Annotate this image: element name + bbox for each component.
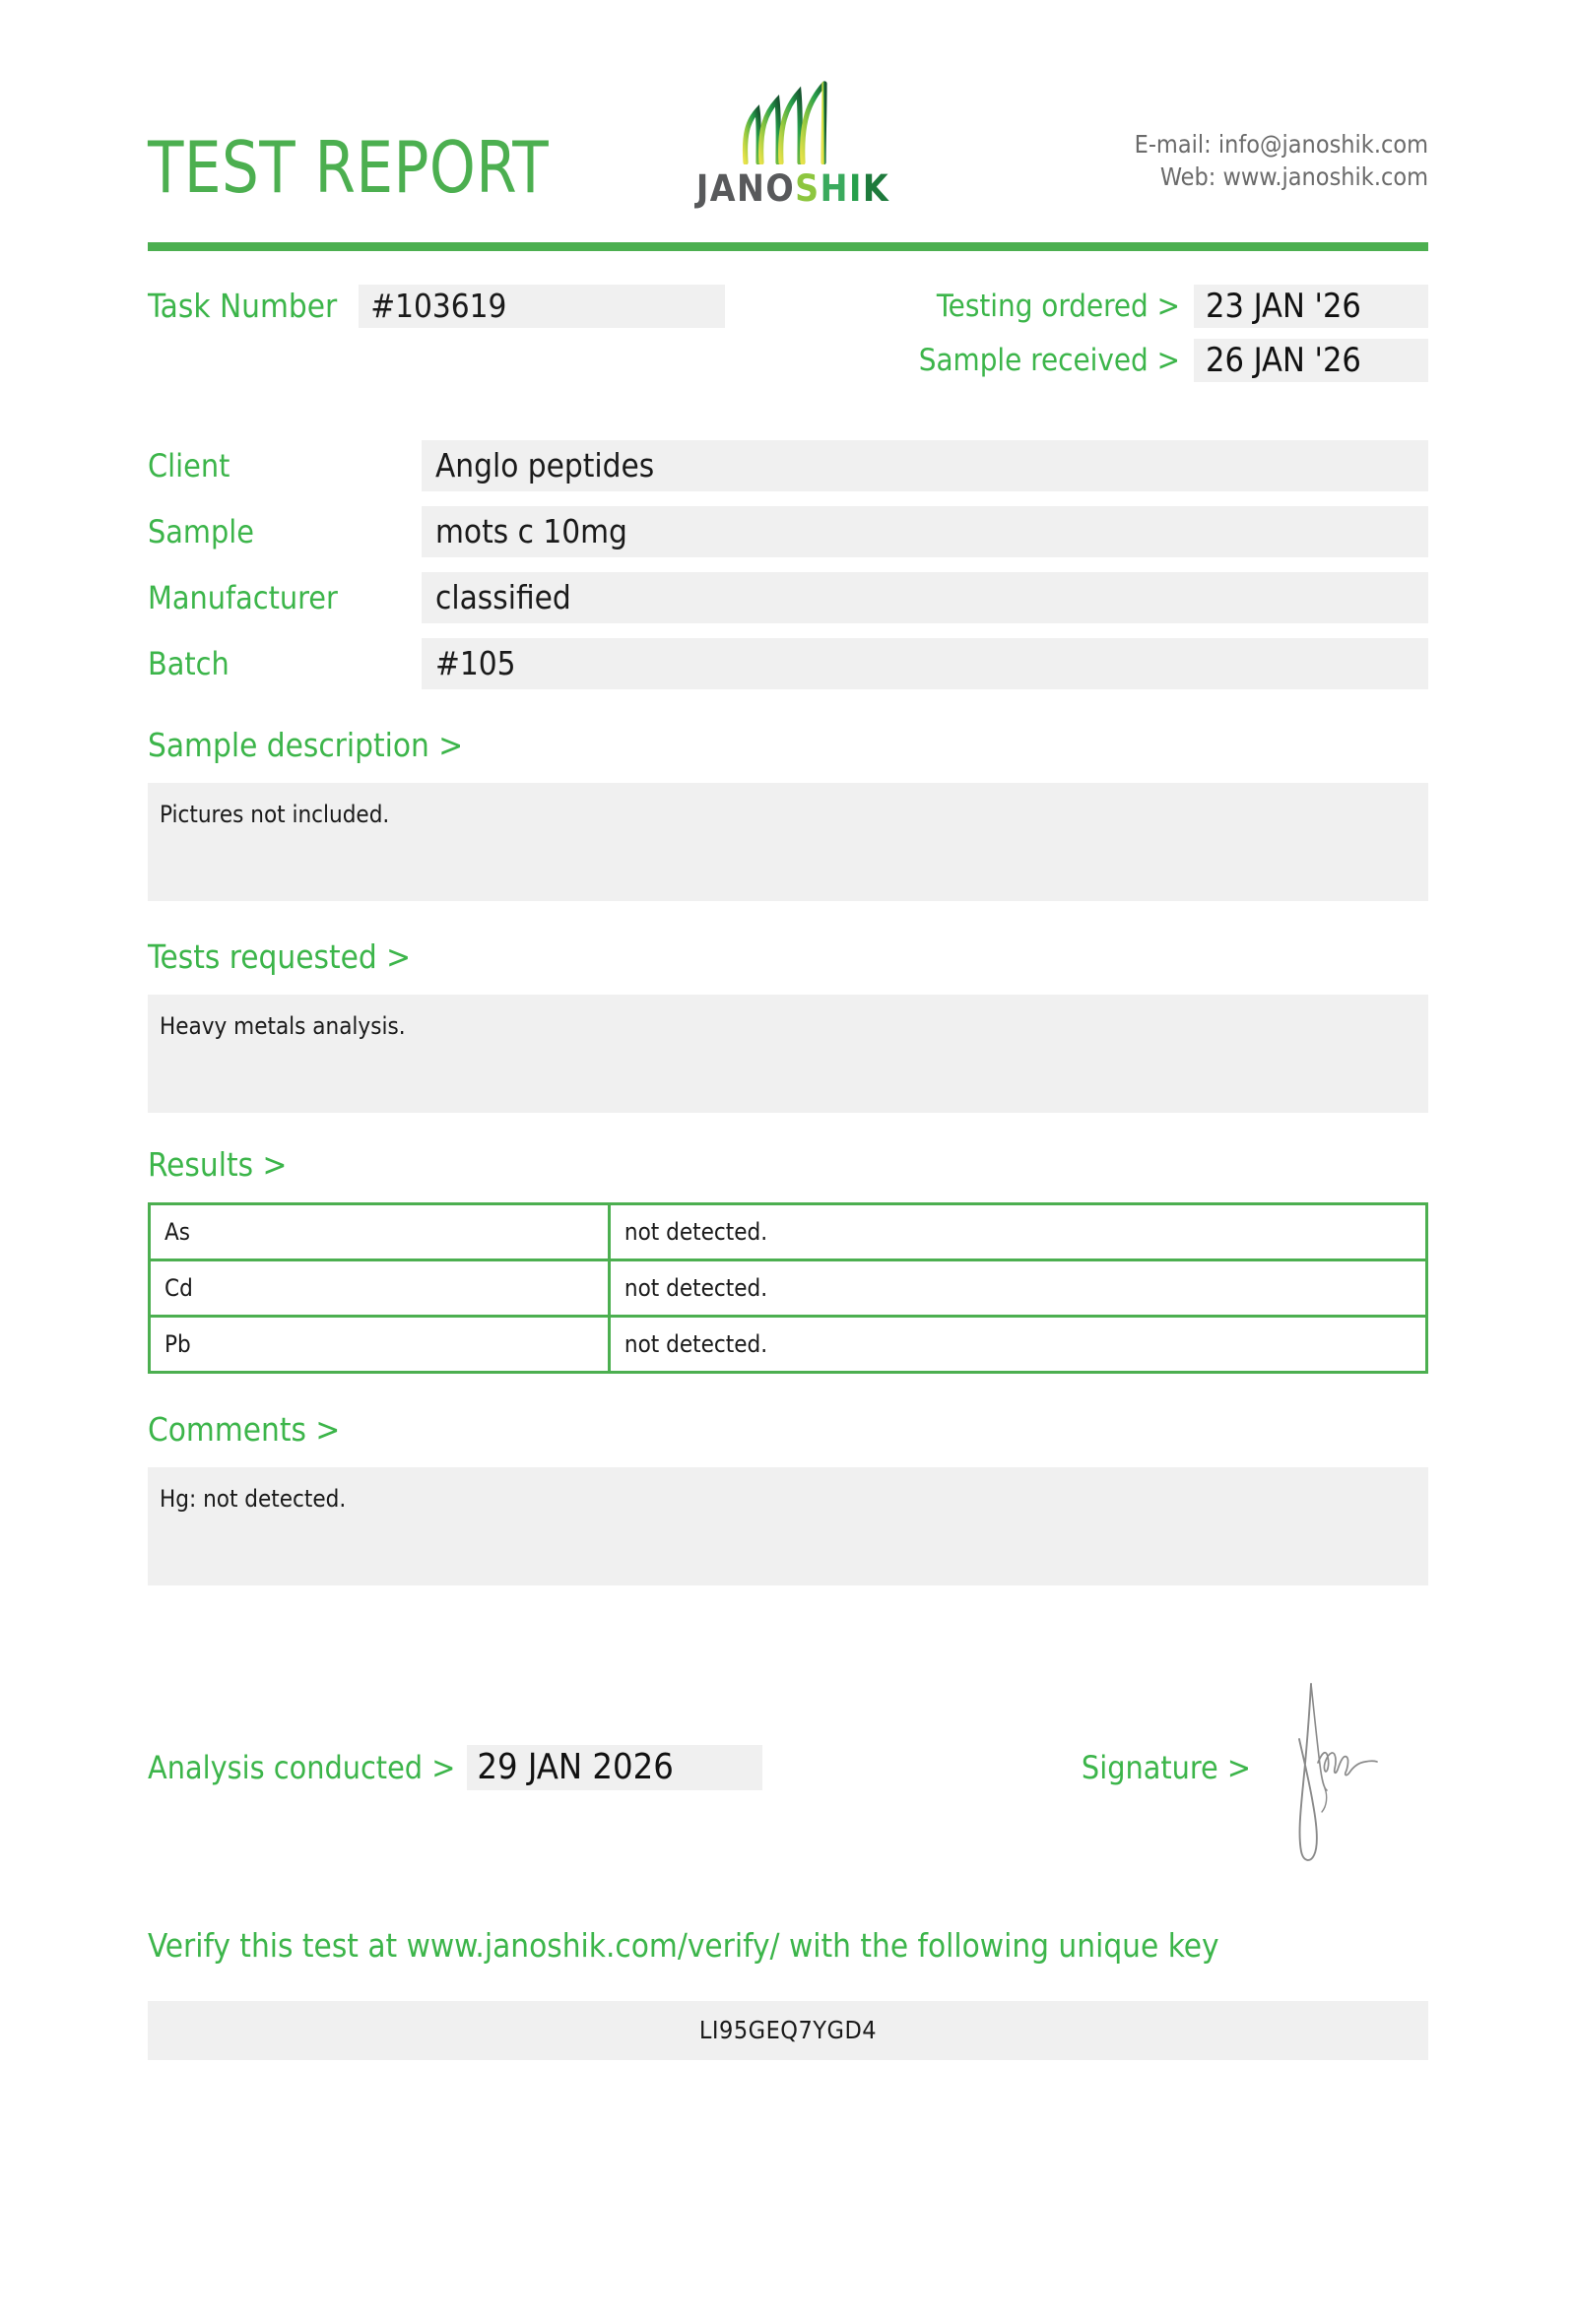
sample-label: Sample: [148, 513, 254, 550]
batch-label: Batch: [148, 645, 230, 682]
brand-word-k: K: [862, 167, 890, 210]
manufacturer-value: classified: [422, 572, 1428, 623]
sample-received-label: Sample received >: [918, 343, 1180, 378]
client-value: Anglo peptides: [422, 440, 1428, 491]
sample-description-section: [148, 726, 1428, 901]
info-row-sample: [148, 506, 1428, 557]
report-footer-row: [148, 1668, 1428, 1855]
analyte-name: As: [150, 1204, 610, 1260]
testing-ordered-value: 23 JAN '26: [1194, 285, 1428, 328]
header-divider: [148, 242, 1428, 251]
analysis-conducted-label: Analysis conducted >: [148, 1749, 456, 1786]
sample-info-block: [148, 440, 1428, 689]
results-heading: Results >: [148, 1145, 288, 1184]
contact-info: [1135, 128, 1428, 194]
handwritten-signature-icon: [1271, 1678, 1389, 1869]
batch-value: #105: [422, 638, 1428, 689]
brand-word-i: I: [848, 167, 863, 210]
brand-word-jano: JANO: [695, 167, 796, 210]
brand-logo: [685, 80, 901, 210]
results-table: [148, 1202, 1428, 1374]
report-header: [148, 59, 1428, 210]
table-row: [150, 1204, 1427, 1260]
dates-group: [919, 285, 1428, 382]
sample-received-row: [919, 339, 1428, 382]
analyte-result: not detected.: [609, 1204, 1426, 1260]
tests-requested-heading: Tests requested >: [148, 937, 412, 976]
comments-heading: Comments >: [148, 1410, 341, 1449]
signature-label: Signature >: [1081, 1749, 1251, 1786]
contact-email: E-mail: info@janoshik.com: [1134, 129, 1428, 159]
table-row: [150, 1317, 1427, 1373]
info-row-batch: [148, 638, 1428, 689]
info-row-client: [148, 440, 1428, 491]
signature-group: [1082, 1668, 1389, 1869]
analysis-conducted-group: [148, 1745, 762, 1790]
sample-description-body: Pictures not included.: [148, 783, 1428, 901]
client-label: Client: [148, 447, 230, 484]
testing-ordered-row: [919, 285, 1428, 328]
sample-received-value: 26 JAN '26: [1194, 339, 1428, 382]
tests-requested-section: [148, 937, 1428, 1113]
page-title: TEST REPORT: [148, 126, 550, 209]
sample-description-heading: Sample description >: [148, 726, 464, 764]
brand-word-s: S: [795, 167, 821, 210]
verify-unique-key: LI95GEQ7YGD4: [148, 2001, 1428, 2060]
comments-section: [148, 1410, 1428, 1585]
task-and-dates-row: [148, 285, 1428, 393]
testing-ordered-label: Testing ordered >: [936, 289, 1180, 324]
analyte-name: Pb: [150, 1317, 610, 1373]
tests-requested-body: Heavy metals analysis.: [148, 995, 1428, 1113]
sample-value: mots c 10mg: [422, 506, 1428, 557]
task-number-value: #103619: [359, 285, 725, 328]
verify-instructions: Verify this test at www.janoshik.com/verify/ with the following unique key: [148, 1926, 1219, 1965]
info-row-manufacturer: [148, 572, 1428, 623]
manufacturer-label: Manufacturer: [148, 579, 338, 616]
comments-body: Hg: not detected.: [148, 1467, 1428, 1585]
table-row: [150, 1260, 1427, 1317]
analyte-result: not detected.: [609, 1260, 1426, 1317]
task-number-label: Task Number: [148, 287, 338, 325]
brand-word-h: H: [820, 167, 849, 210]
results-section: [148, 1145, 1428, 1374]
brand-wordmark: [685, 167, 901, 210]
analyte-result: not detected.: [609, 1317, 1426, 1373]
verify-section: [148, 1926, 1428, 2060]
janoshik-grass-logo-icon: [685, 80, 901, 168]
analysis-conducted-value: 29 JAN 2026: [467, 1745, 762, 1790]
contact-web: Web: www.janoshik.com: [1159, 161, 1428, 191]
analyte-name: Cd: [150, 1260, 610, 1317]
